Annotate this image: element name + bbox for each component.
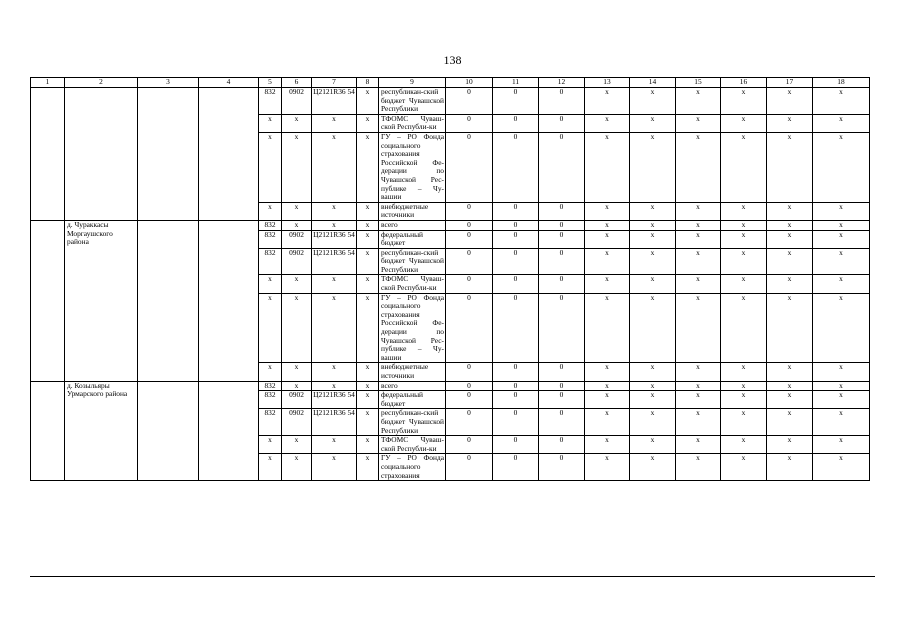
value-cell: 0 bbox=[493, 248, 539, 275]
value-cell: x bbox=[721, 409, 767, 436]
value-cell: x bbox=[721, 391, 767, 409]
column-4-cell bbox=[199, 220, 259, 381]
column-number-6: 6 bbox=[282, 78, 312, 88]
target-article-code: x bbox=[312, 293, 357, 363]
value-cell: x bbox=[767, 202, 813, 220]
column-number-1: 1 bbox=[31, 78, 65, 88]
admin-code: x bbox=[259, 363, 282, 381]
value-cell: 0 bbox=[446, 88, 493, 115]
value-cell: x bbox=[767, 220, 813, 230]
funding-source: ГУ – РО Фонда социального страхования Российской Фе-дерации по Чувашской Рес-публике – Чу-вашии bbox=[379, 132, 446, 202]
value-cell: 0 bbox=[539, 275, 585, 293]
value-cell: x bbox=[767, 381, 813, 391]
value-cell: x bbox=[630, 363, 676, 381]
value-cell: x bbox=[630, 114, 676, 132]
funding-source: внебюджетные источники bbox=[379, 202, 446, 220]
section-code: x bbox=[282, 114, 312, 132]
row-number-cell bbox=[31, 220, 65, 381]
section-code: x bbox=[282, 436, 312, 454]
budget-table bbox=[30, 77, 870, 481]
admin-code: 832 bbox=[259, 409, 282, 436]
value-cell: x bbox=[721, 88, 767, 115]
target-article-code: x bbox=[312, 132, 357, 202]
bottom-rule bbox=[30, 576, 875, 577]
target-article-code: Ц2121R36 54 bbox=[312, 248, 357, 275]
target-article-code: x bbox=[312, 220, 357, 230]
admin-code: x bbox=[259, 275, 282, 293]
value-cell: x bbox=[767, 248, 813, 275]
expense-type-code: x bbox=[357, 436, 379, 454]
funding-source: ГУ – РО Фонда социального страхования bbox=[379, 454, 446, 481]
section-code: 0902 bbox=[282, 248, 312, 275]
section-code: x bbox=[282, 275, 312, 293]
section-code: x bbox=[282, 363, 312, 381]
value-cell: x bbox=[721, 454, 767, 481]
expense-type-code: x bbox=[357, 230, 379, 248]
value-cell: 0 bbox=[493, 436, 539, 454]
value-cell: 0 bbox=[493, 220, 539, 230]
value-cell: x bbox=[676, 436, 721, 454]
value-cell: x bbox=[721, 275, 767, 293]
value-cell: x bbox=[676, 293, 721, 363]
target-article-code: x bbox=[312, 202, 357, 220]
section-code: x bbox=[282, 293, 312, 363]
value-cell: x bbox=[767, 391, 813, 409]
value-cell: x bbox=[813, 220, 870, 230]
value-cell: x bbox=[630, 293, 676, 363]
value-cell: x bbox=[676, 132, 721, 202]
section-code: x bbox=[282, 381, 312, 391]
value-cell: 0 bbox=[493, 88, 539, 115]
expense-type-code: x bbox=[357, 220, 379, 230]
admin-code: 832 bbox=[259, 248, 282, 275]
value-cell: x bbox=[767, 132, 813, 202]
column-4-cell bbox=[199, 88, 259, 221]
value-cell: x bbox=[676, 363, 721, 381]
section-code: x bbox=[282, 220, 312, 230]
admin-code: 832 bbox=[259, 230, 282, 248]
value-cell: x bbox=[630, 220, 676, 230]
admin-code: x bbox=[259, 114, 282, 132]
section-code: x bbox=[282, 454, 312, 481]
value-cell: 0 bbox=[539, 132, 585, 202]
expense-type-code: x bbox=[357, 381, 379, 391]
value-cell: 0 bbox=[493, 363, 539, 381]
value-cell: 0 bbox=[493, 202, 539, 220]
row-number-cell bbox=[31, 381, 65, 481]
section-code: x bbox=[282, 202, 312, 220]
column-number-row bbox=[31, 78, 870, 88]
value-cell: x bbox=[630, 275, 676, 293]
value-cell: 0 bbox=[446, 230, 493, 248]
section-code: 0902 bbox=[282, 409, 312, 436]
column-3-cell bbox=[138, 88, 199, 221]
value-cell: x bbox=[813, 88, 870, 115]
value-cell: x bbox=[721, 293, 767, 363]
target-article-code: Ц2121R36 54 bbox=[312, 409, 357, 436]
value-cell: 0 bbox=[539, 248, 585, 275]
value-cell: 0 bbox=[493, 391, 539, 409]
funding-source: всего bbox=[379, 381, 446, 391]
value-cell: x bbox=[585, 381, 630, 391]
value-cell: 0 bbox=[539, 202, 585, 220]
value-cell: x bbox=[767, 436, 813, 454]
funding-source: ГУ – РО Фонда социального страхования Российской Фе-дерации по Чувашской Рес-публике – Чу-вашии bbox=[379, 293, 446, 363]
locality-name: д. Чураккасы Моргаушского района bbox=[65, 220, 138, 381]
value-cell: 0 bbox=[539, 381, 585, 391]
value-cell: 0 bbox=[539, 409, 585, 436]
value-cell: x bbox=[585, 114, 630, 132]
value-cell: x bbox=[721, 436, 767, 454]
value-cell: x bbox=[676, 114, 721, 132]
column-number-18: 18 bbox=[813, 78, 870, 88]
value-cell: x bbox=[721, 114, 767, 132]
value-cell: x bbox=[676, 220, 721, 230]
value-cell: x bbox=[585, 363, 630, 381]
value-cell: x bbox=[676, 248, 721, 275]
target-article-code: Ц2121R36 54 bbox=[312, 391, 357, 409]
value-cell: 0 bbox=[539, 436, 585, 454]
value-cell: x bbox=[676, 454, 721, 481]
value-cell: 0 bbox=[446, 436, 493, 454]
expense-type-code: x bbox=[357, 248, 379, 275]
value-cell: 0 bbox=[493, 381, 539, 391]
value-cell: x bbox=[813, 454, 870, 481]
column-number-4: 4 bbox=[199, 78, 259, 88]
locality-name bbox=[65, 88, 138, 221]
target-article-code: x bbox=[312, 381, 357, 391]
funding-source: республикан-ский бюджет Чувашской Республики bbox=[379, 88, 446, 115]
expense-type-code: x bbox=[357, 454, 379, 481]
column-number-12: 12 bbox=[539, 78, 585, 88]
column-4-cell bbox=[199, 381, 259, 481]
expense-type-code: x bbox=[357, 409, 379, 436]
value-cell: x bbox=[813, 293, 870, 363]
value-cell: x bbox=[630, 436, 676, 454]
target-article-code: Ц2121R36 54 bbox=[312, 230, 357, 248]
row-number-cell bbox=[31, 88, 65, 221]
value-cell: x bbox=[585, 293, 630, 363]
value-cell: x bbox=[721, 381, 767, 391]
value-cell: 0 bbox=[446, 220, 493, 230]
value-cell: x bbox=[585, 454, 630, 481]
value-cell: x bbox=[813, 381, 870, 391]
value-cell: x bbox=[585, 409, 630, 436]
expense-type-code: x bbox=[357, 391, 379, 409]
column-3-cell bbox=[138, 220, 199, 381]
value-cell: x bbox=[676, 202, 721, 220]
admin-code: 832 bbox=[259, 88, 282, 115]
value-cell: x bbox=[676, 230, 721, 248]
value-cell: 0 bbox=[446, 381, 493, 391]
value-cell: x bbox=[630, 248, 676, 275]
value-cell: x bbox=[813, 114, 870, 132]
locality-name: д. Козыльяры Урмарского района bbox=[65, 381, 138, 481]
value-cell: 0 bbox=[446, 248, 493, 275]
section-code: x bbox=[282, 132, 312, 202]
value-cell: x bbox=[813, 248, 870, 275]
value-cell: 0 bbox=[539, 454, 585, 481]
value-cell: x bbox=[721, 202, 767, 220]
value-cell: x bbox=[767, 114, 813, 132]
value-cell: x bbox=[585, 436, 630, 454]
admin-code: 832 bbox=[259, 381, 282, 391]
value-cell: 0 bbox=[493, 275, 539, 293]
value-cell: 0 bbox=[446, 275, 493, 293]
value-cell: x bbox=[813, 363, 870, 381]
column-number-16: 16 bbox=[721, 78, 767, 88]
value-cell: x bbox=[813, 202, 870, 220]
value-cell: 0 bbox=[539, 293, 585, 363]
value-cell: x bbox=[585, 248, 630, 275]
expense-type-code: x bbox=[357, 293, 379, 363]
value-cell: 0 bbox=[446, 454, 493, 481]
value-cell: 0 bbox=[539, 230, 585, 248]
value-cell: 0 bbox=[539, 391, 585, 409]
target-article-code: x bbox=[312, 436, 357, 454]
value-cell: 0 bbox=[539, 363, 585, 381]
value-cell: x bbox=[585, 132, 630, 202]
column-number-15: 15 bbox=[676, 78, 721, 88]
column-number-13: 13 bbox=[585, 78, 630, 88]
admin-code: x bbox=[259, 293, 282, 363]
value-cell: x bbox=[767, 454, 813, 481]
value-cell: x bbox=[676, 88, 721, 115]
column-number-5: 5 bbox=[259, 78, 282, 88]
expense-type-code: x bbox=[357, 202, 379, 220]
funding-source: федеральный бюджет bbox=[379, 230, 446, 248]
table-row bbox=[31, 381, 870, 391]
section-code: 0902 bbox=[282, 88, 312, 115]
admin-code: x bbox=[259, 454, 282, 481]
expense-type-code: x bbox=[357, 275, 379, 293]
funding-source: республикан-ский бюджет Чувашской Республики bbox=[379, 409, 446, 436]
column-number-10: 10 bbox=[446, 78, 493, 88]
value-cell: x bbox=[767, 293, 813, 363]
value-cell: 0 bbox=[446, 391, 493, 409]
target-article-code: x bbox=[312, 275, 357, 293]
value-cell: 0 bbox=[493, 293, 539, 363]
value-cell: 0 bbox=[446, 132, 493, 202]
column-number-14: 14 bbox=[630, 78, 676, 88]
value-cell: x bbox=[630, 132, 676, 202]
admin-code: x bbox=[259, 132, 282, 202]
value-cell: x bbox=[676, 409, 721, 436]
value-cell: x bbox=[813, 436, 870, 454]
target-article-code: x bbox=[312, 454, 357, 481]
value-cell: x bbox=[585, 88, 630, 115]
value-cell: x bbox=[585, 275, 630, 293]
value-cell: x bbox=[721, 248, 767, 275]
admin-code: 832 bbox=[259, 220, 282, 230]
value-cell: x bbox=[813, 230, 870, 248]
funding-source: внебюджетные источники bbox=[379, 363, 446, 381]
expense-type-code: x bbox=[357, 132, 379, 202]
value-cell: x bbox=[585, 230, 630, 248]
admin-code: x bbox=[259, 202, 282, 220]
section-code: 0902 bbox=[282, 230, 312, 248]
target-article-code: Ц2121R36 54 bbox=[312, 88, 357, 115]
value-cell: x bbox=[767, 409, 813, 436]
table-row bbox=[31, 88, 870, 115]
target-article-code: x bbox=[312, 363, 357, 381]
table-row bbox=[31, 220, 870, 230]
target-article-code: x bbox=[312, 114, 357, 132]
column-number-17: 17 bbox=[767, 78, 813, 88]
value-cell: 0 bbox=[446, 409, 493, 436]
value-cell: x bbox=[676, 381, 721, 391]
value-cell: x bbox=[585, 220, 630, 230]
value-cell: x bbox=[767, 275, 813, 293]
value-cell: 0 bbox=[493, 230, 539, 248]
value-cell: 0 bbox=[539, 220, 585, 230]
value-cell: 0 bbox=[493, 454, 539, 481]
value-cell: x bbox=[721, 363, 767, 381]
value-cell: x bbox=[630, 391, 676, 409]
value-cell: x bbox=[630, 202, 676, 220]
funding-source: ТФОМС Чуваш-ской Республи-ки bbox=[379, 275, 446, 293]
expense-type-code: x bbox=[357, 88, 379, 115]
funding-source: ТФОМС Чуваш-ской Республи-ки bbox=[379, 114, 446, 132]
funding-source: федеральный бюджет bbox=[379, 391, 446, 409]
funding-source: всего bbox=[379, 220, 446, 230]
column-3-cell bbox=[138, 381, 199, 481]
value-cell: x bbox=[676, 391, 721, 409]
value-cell: x bbox=[813, 132, 870, 202]
column-number-9: 9 bbox=[379, 78, 446, 88]
section-code: 0902 bbox=[282, 391, 312, 409]
value-cell: 0 bbox=[446, 363, 493, 381]
value-cell: x bbox=[630, 88, 676, 115]
value-cell: 0 bbox=[493, 132, 539, 202]
value-cell: x bbox=[585, 202, 630, 220]
value-cell: x bbox=[630, 454, 676, 481]
column-number-11: 11 bbox=[493, 78, 539, 88]
value-cell: x bbox=[813, 275, 870, 293]
page-number: 138 bbox=[443, 53, 462, 67]
admin-code: 832 bbox=[259, 391, 282, 409]
value-cell: x bbox=[767, 88, 813, 115]
expense-type-code: x bbox=[357, 114, 379, 132]
funding-source: республикан-ский бюджет Чувашской Республики bbox=[379, 248, 446, 275]
value-cell: x bbox=[767, 230, 813, 248]
value-cell: x bbox=[813, 391, 870, 409]
column-number-7: 7 bbox=[312, 78, 357, 88]
column-number-2: 2 bbox=[65, 78, 138, 88]
value-cell: x bbox=[767, 363, 813, 381]
value-cell: 0 bbox=[446, 293, 493, 363]
value-cell: x bbox=[676, 275, 721, 293]
value-cell: 0 bbox=[446, 202, 493, 220]
value-cell: x bbox=[813, 409, 870, 436]
value-cell: 0 bbox=[493, 409, 539, 436]
value-cell: 0 bbox=[493, 114, 539, 132]
expense-type-code: x bbox=[357, 363, 379, 381]
value-cell: x bbox=[721, 230, 767, 248]
value-cell: x bbox=[721, 132, 767, 202]
admin-code: x bbox=[259, 436, 282, 454]
value-cell: 0 bbox=[539, 88, 585, 115]
value-cell: x bbox=[630, 409, 676, 436]
value-cell: 0 bbox=[539, 114, 585, 132]
value-cell: x bbox=[585, 391, 630, 409]
value-cell: x bbox=[630, 381, 676, 391]
value-cell: x bbox=[630, 230, 676, 248]
funding-source: ТФОМС Чуваш-ской Республи-ки bbox=[379, 436, 446, 454]
column-number-3: 3 bbox=[138, 78, 199, 88]
value-cell: x bbox=[721, 220, 767, 230]
column-number-8: 8 bbox=[357, 78, 379, 88]
value-cell: 0 bbox=[446, 114, 493, 132]
